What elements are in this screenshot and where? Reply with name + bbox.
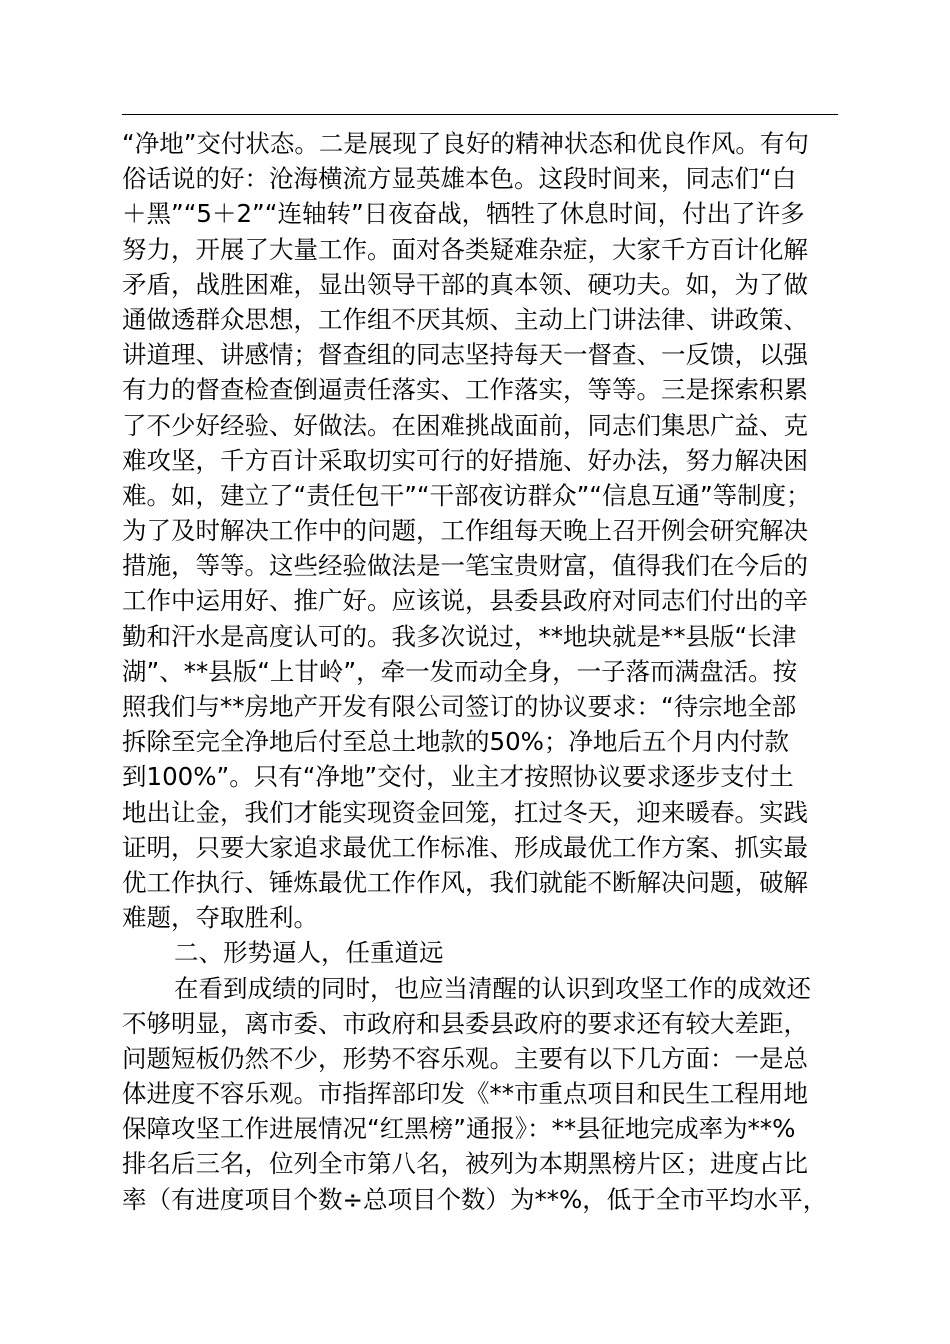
body-text	[122, 126, 852, 1217]
text-line: 不够明显，离市委、市政府和县委县政府的要求还有较大差距，	[122, 1008, 808, 1038]
text-line: 率（有进度项目个数÷总项目个数）为**%，低于全市平均水平，	[122, 1184, 828, 1214]
section-heading: 二、形势逼人，任重道远	[174, 938, 444, 968]
text-line: 难题，夺取胜利。	[122, 903, 318, 933]
text-line: ＋黑”“5＋2”“连轴转”日夜奋战，牺牲了休息时间，付出了许多	[122, 199, 805, 229]
text-line: “净地”交付状态。二是展现了良好的精神状态和优良作风。有句	[122, 129, 809, 158]
text-line: 措施，等等。这些经验做法是一笔宝贵财富，值得我们在今后的	[122, 551, 808, 581]
text-line: 为了及时解决工作中的问题，工作组每天晚上召开例会研究解决	[122, 516, 808, 546]
text-line: 到100%”。只有“净地”交付，业主才按照协议要求逐步支付土	[122, 762, 794, 792]
text-line: 有力的督查检查倒逼责任落实、工作落实，等等。三是探索积累	[122, 375, 808, 405]
text-line: 俗话说的好：沧海横流方显英雄本色。这段时间来，同志们“白	[122, 164, 797, 194]
text-line: 难攻坚，千方百计采取切实可行的好措施、好办法，努力解决困	[122, 445, 808, 475]
text-line: 矛盾，战胜困难，显出领导干部的真本领、硬功夫。如，为了做	[122, 269, 808, 299]
text-line: 保障攻坚工作进展情况“红黑榜”通报》：**县征地完成率为**%	[122, 1114, 796, 1144]
text-line: 工作中运用好、推广好。应该说，县委县政府对同志们付出的辛	[122, 586, 808, 616]
text-line: 讲道理、讲感情；督查组的同志坚持每天一督查、一反馈，以强	[122, 340, 808, 370]
text-line: 了不少好经验、好做法。在困难挑战面前，同志们集思广益、克	[122, 410, 808, 440]
text-line: 勤和汗水是高度认可的。我多次说过，**地块就是**县版“长津	[122, 621, 797, 651]
text-line: 证明，只要大家追求最优工作标准、形成最优工作方案、抓实最	[122, 832, 808, 862]
text-line: 照我们与**房地产开发有限公司签订的协议要求：“待宗地全部	[122, 692, 797, 721]
text-line: 拆除至完全净地后付至总土地款的50%；净地后五个月内付款	[122, 727, 789, 757]
text-line: 努力，开展了大量工作。面对各类疑难杂症，大家千方百计化解	[122, 234, 808, 264]
text-line: 体进度不容乐观。市指挥部印发《**市重点项目和民生工程用地	[122, 1079, 808, 1109]
text-line: 地出让金，我们才能实现资金回笼，扛过冬天，迎来暖春。实践	[122, 797, 808, 827]
text-line: 湖”、**县版“上甘岭”，牵一发而动全身，一子落而满盘活。按	[122, 656, 798, 686]
text-line: 通做透群众思想，工作组不厌其烦、主动上门讲法律、讲政策、	[122, 304, 808, 334]
text-line: 排名后三名，位列全市第八名，被列为本期黑榜片区；进度占比	[122, 1149, 808, 1179]
text-line: 问题短板仍然不少，形势不容乐观。主要有以下几方面：一是总	[122, 1043, 808, 1073]
text-line: 在看到成绩的同时，也应当清醒的认识到攻坚工作的成效还	[174, 973, 811, 1003]
text-line: 难。如，建立了“责任包干”“干部夜访群众”“信息互通”等制度；	[122, 480, 811, 510]
header-rule	[122, 114, 838, 115]
text-line: 优工作执行、锤炼最优工作作风，我们就能不断解决问题，破解	[122, 867, 808, 897]
